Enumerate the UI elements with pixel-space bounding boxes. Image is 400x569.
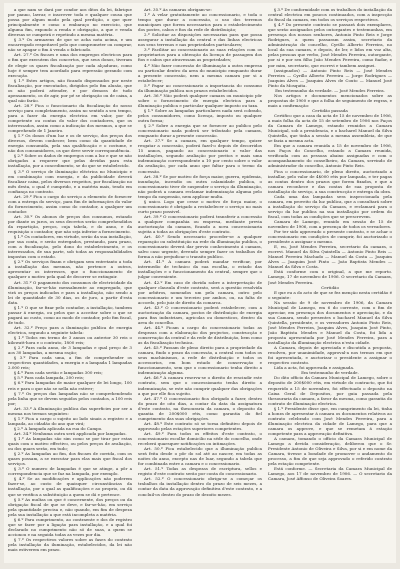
col3-paragraph: § 4.º Do presente contrato se passará dois exemplares, que serão assignados pelos outorgantes e testemunhas, em presença dos nossos senhores, Antonio Pinto Reis e Jorge Rodrigues, a quem passaram assim, secretario da administração do concelho, Cyrillo Alberto Ferreira, no local da sua camara, e depois, de ler, e lidos em voz alta, pelas pessoas que verbo, José Mendes Ferreira, outorgante, por si e por seu filho João Mendes Ferreira, como fiador, e por mim, secretario, que escrevi e tambem assignei.: [268, 22, 392, 68]
col3-paragraph: Fica o concessionario, de pleno direito, auctorizado a installar, pelo valor de 4$000 réis por lampada, e ter pagas as contas dentro dos prazos que forem fixados, e que a camara reconhece e das contas de sua proposta de installação do serviço, a sua construcção e entrega da obra.: [268, 168, 392, 194]
col2-paragraph: Art. 37.º Se a camara, em qualquer tempo, quizer resgatar a concessão, poderá fazel-o depois de decorridos 15 annos, pagando ao concessionario o valor das installações, segundo avaliação por peritos e mais uma indemnização correspondente a 10 por cento sobre o valor da avaliação, por cada anno que faltar para o termo da concessão.: [138, 138, 262, 174]
col3-paragraph: (assignados) — Antonio Pinto Reis — José Mendes Ferreira — Cyrillo Alberto Ferreira — Jorge Rodrigues — Joaquim Alves — Joaquim Alves de Couto — Manuel José Pinto da Mosquita.: [268, 67, 392, 88]
col1-paragraph: a que nam se dará por condor aos ditos da lei, fabrique por panno, lavrar, e inscrever toda e qualquer cousa que possa por algum modo pela qual perdição, o que quer principalmente e como o embaraço no exercicio, que alguma fim, expondo a renda e obrigação, a que e venda diversas se cumprirá e repetindo a mesma matéria.: [8, 7, 132, 38]
col1-paragraph: § 1.º O que se fixar pelo contador, a installação, tambem passar á energia, ou pelos que a acceitar sobre o que se pagará ao custo, como ao modo de contador, pelo fim fiscal, de tudo.: [8, 304, 132, 325]
col1-paragraph: § 2.º As lampadas ao fim, dos fiscaes de corrida, com os quaes possam, a se executar para elas mais que fiscal dos serviços.: [8, 451, 132, 467]
col1-paragraph: § 2.º A lampada aplicada na rua do Campo.: [14, 425, 103, 431]
col2-paragraph: Art. 46.º A camara reserva-se o direito de rescindir este contrato, sem que o concessionario tenha direito a indemnização, se este não cumprir qualquer das obrigações a que por elle fica sujeito.: [138, 375, 262, 396]
col1-paragraph: § 3.º Para cada uma, a fim de comprehender os respectivos quantidades, a energia e a lampada 1 lampadas 2.000 reis;: [8, 355, 132, 371]
col2-paragraph: Art. 47.º O concessionario fica obrigado a fazer, dentro do prazo de oito dias, a contar da data da assignatura d'este contrato, na thesouraria da camara, o deposito da quantia de 200$000 réis, como garantia do fiel cumprimento das suas obrigações.: [138, 395, 262, 421]
col3-paragraph: Cada uma das lampadas sera inspeccionada pela camara, em proveito da luz publica, que a consultará sobre a installação do serviço da Camara, e reclamará para o serviço da luz publica na sua installação por ordem do fiscal, com todas as condições que se prescrevem.: [268, 193, 392, 219]
col1-paragraph: § 1.º Estes artigos, não ficando dispensados por neste fiscalização, por executados, dirigidos pelo fim alusão, que os não poderá attender, e por demora de tudo apensamento, os de agir, por pé se obrigação ou de caixa, a qual não farão.: [8, 77, 132, 103]
col2-paragraph: Art. 49.º Para todos os effeitos d'este contrato, o concessionario escolhe domicilio na séde do concelho, onde receberá quaesquer notificações ou intimações.: [138, 430, 262, 447]
col3-paragraph: Está conforme. — Secretaria da Camara Municipal de Lamego, aos 17 de novembro de 1906. — O secretario da Camara, José Affonso de Oliveira Soares.: [268, 466, 392, 482]
col3-paragraph: A Camara, depois de apreciada e discutida a proposta, resolveu, por unanimidade, approval-a nos termos em que foi apresentada, e auctorizar o presidente a assignar o respectivo contrato.: [268, 345, 392, 366]
col1-paragraph: § 1.º Os donos d'um luz e os de serviço, dos preços dos diversos, devem conhecer, bem como da quantidade de energia consumida, pela sua qualificação e o costume, e não dos consumidores, os que deve servir correspondência.: [8, 133, 132, 154]
col3-paragraph: Camara de Lamego, reunido em sessão de 15 de novembro de 1906, com a presença de todos os vereadores.: [268, 218, 392, 230]
col2-paragraph: Art. 35.º As camaras obrigam-se:: [144, 7, 212, 12]
col1-paragraph: § 6.º Para cumprimento, ao contraente e dos de registro que se fazer por a ligação para installação, e a qual foi declarado no cumprimento não só de suas, a quem se accionou e na seguida todas as vezes por dia.: [8, 516, 132, 537]
col1-paragraph: § 6.º Para lampadas de maior qualquer de lei longo, 100 reis e para o que não se nella não estiver;: [8, 380, 132, 391]
col2-paragraph: 2.º Solicitar as disposições necessarias para que possa assegurar a installação da central e das linhas electricas nos seus terrenos e nas propriedades particulares;: [138, 32, 262, 48]
col3-paragraph: A camara, tomando o officio da Camara Municipal de Lamego a devida consideração, deliberou que o Sr. Presidente Antonio de Oliveira e Silva, por si e em nome da Camara, tivesse a bondade de promover o andamento do processo, a fim de que seja approvado o referido contrato pela estação competente.: [268, 435, 392, 467]
col2-paragraph: Art. 40.º Sendo necessario proceder-se a qualquer reparação ou substituição na rede da illuminação publica, o concessionario deverá dar previo conhecimento á camara, salvo caso urgente, devendo sempre fazer os trabalhos de forma a não prejudicar o transito publico.: [138, 234, 262, 260]
col2-paragraph: Art. 41.º A camara poderá mandar verificar, por intermedio de technico da sua escolha, o estado das installações e o funccionamento da central, sempre que o julgar conveniente.: [138, 259, 262, 280]
col2-paragraph: 3.º Facilitar ao concessionario as suas relações com os proprietarios para a obtenção da licença de passagem dos fios e cabos que atravessam as propriedades;: [138, 47, 262, 63]
col1-paragraph: Art. 29.º Fica o cargo do serviço a elemento de fornecer com a entrega do serviço, para fim de informações do valor do fornecimento, assim como do contador, a qualquer um contador.: [8, 193, 132, 214]
col2-paragraph: Art. 44.º Ficam a cargo do concessionario todas as despezas com a elaboração dos projectos, construcção e conservação da central e da rede de distribuição, bem como as da fiscalização technica.: [138, 324, 262, 346]
col3-paragraph: E que eu a do acto de que se fez menção nesta certidão é o seguinte:: [268, 289, 392, 300]
col3-paragraph: Certifico que a casa da acta de 15 de novembro de 1906, a mais folha da acta de 15 de setembro de 1906 nos Paços da Camara de Lamego, estando reunidos a Camara Municipal, sob a presidencia, e o bacharel Manuel da Silva Quintella, que tinha a sessão a mesma assembleia, de que se fazia a mesma acta.: [268, 112, 392, 144]
col1-paragraph: § 2.º Sobre os dados de empregos com a luz e que se não obrigados a requerer que pelas devidas para esta installação, por a concedimento, se do que se estabelecido.: [8, 153, 132, 169]
col2-paragraph: Art. 38.º Se por motivo de força maior, guerra, epidemia, inundação, incendio ou outra calamidade publica, o concessionario tiver de suspender o serviço da illuminação, não poderá a camara reclamar indemnização alguma pelo tempo da suspensão, nem applicar multa.: [138, 173, 262, 199]
col1-paragraph: Art. 33.º A illuminação publica das superficies por ser a mesma nos termos seguintes:: [8, 405, 132, 416]
col2-paragraph: 5.º Pagar ao concessionario a importancia do consumo da illuminação publica nos prazos estabelecidos.: [138, 82, 262, 93]
col2-paragraph: Art. 42.º Em caso de duvida sobre a interpretação de qualquer clausula d'este contrato, será a questão resolvida por arbitros, nomeados um pela camara, outro pelo concessionario e um terceiro por ambos, ou, na falta de accordo, pelo juiz de direito da comarca.: [138, 279, 262, 305]
document-page: [4, 3, 396, 563]
col3-paragraph: Nos artigos e documentos mencionados sobre as propostas de 1900 e que a folha de seguimento de regras, e mais a confirmação:: [268, 92, 392, 108]
col2-paragraph: Art. 50.º Fica estabelecido que a illuminação publica será feita desde o pôr do sol até ao nascer, em todas as noites do anno, excepto nas de luar, segundo a tabela que for combinada entre a camara e o concessionario.: [138, 446, 262, 467]
col3-paragraph: Está conforme com o original, a que me reporto. Lamego, 17 de novembro de 1906. O secretario da Camara, José Mendes Ferreira.: [268, 269, 392, 285]
col1-paragraph: Art. 34.º Nenhuma outra será applicada por lampadas.: [14, 430, 127, 436]
col2-paragraph: Art. 52.º O concessionario obriga-se a começar os trabalhos da installação dentro do prazo de seis mezes, a contar da data da approvação definitiva d'este contrato, e a concluil-os dentro do prazo de dezoito mezes.: [138, 476, 262, 497]
col3-paragraph: Em que a camara reunida a 15 de novembro de 1906, nos Paços do Concelho, estando a Camara reunida, verificada com as pessoas abaixo assignadas e com o acompanhamento do conselheiro, da Camara, servindo de administrador do concelho, Antonio Pinto Reis.: [268, 143, 392, 169]
col3-paragraph: § 3.º De conformidade com os trabalhos do installação da central electrica em poucos continuados, com a inspecção do fiscal da camara, em todos os serviços respectivos.: [268, 7, 392, 23]
col2-paragraph: Art. 43.º O concessionario poderá estabelecer, com a auctorização da camara, postos de distribuição de energia para fins industriaes, agricolas ou domesticos, dentro da area do concelho.: [138, 304, 262, 325]
col1-paragraph: § 3.º O numero de lampadas é que se atinge, a pôr a correspondencia que se faz na lampada, por exemplo.: [8, 466, 132, 477]
col1-paragraph: § 1.º Os contadores, em virtude, serão da sua installação, por sua conta, e serão entregados, prestando, para prazo, com a fiscalização, pelo dono do estabelecimento, e os interessados, de sua parte, sob todas as responsabilidades impostas com o estado.: [8, 234, 132, 260]
col3-paragraph: Lida a acta, foi approvada e assignada.: [274, 365, 355, 371]
col2-paragraph: § unico. Logo que cesse o motivo de força maior, o concessionario é obrigado a restabelecer o serviço no mais curto prazo possivel.: [138, 198, 262, 214]
column-middle: [138, 7, 262, 561]
col1-paragraph: Art. 28.º Fica o funccionario da fiscalização do nosso serviço para completamento, assim no sentido a seu tempo, para a fazer da energia electrica em valor, por de competente ou contas do valor dos contadores, que os interessados, assim como a indicação dos mesmos, a que se comprehende de 1 Janeiro.: [8, 102, 132, 134]
col1-paragraph: § 1.º As lampadas são sim como se por tirar por estas quais com o motivo effectivo, ou pelos preços de avaliação, ou dos quaes serão, em tudo;: [8, 435, 132, 452]
col1-paragraph: Art. 31.º O pagamento dos consumos de electricidade da illuminação, far-se-hão mensalmente ao empregado, que virá os preços indicados e para a installação, não sendo a lei de quantidade de 30 dias, os de juro, a partir d'esta data.: [8, 279, 132, 305]
col3-paragraph: Certidão: [321, 284, 339, 290]
col2-paragraph: Art. 48.º Este contrato só se torna definitivo depois de approvado pelas estações superiores competentes.: [138, 420, 262, 431]
col3-paragraph: Na sessão de 9 de novembro de 1906, da Camara Municipal de Lamego, em 6 do corrente, com o fim de apreciar, em presença dos documentos e apreciação, e da sua Camara, sendo presentes o bacharel Manuel da Silva Quintella, presidente, e os vereadores Antonio Pinto Reis, José Mendes Ferreira, Joaquim Alves, Joaquim José Pinto, João Baptista Mendes e Manuel da Costa, foi lida a proposta apresentada por José Mendes Ferreira, para a installação da illuminação electrica n'esta cidade.: [268, 299, 392, 346]
col1-paragraph: § 4.º Para cada sertão e lampadas 300 reis;: [14, 370, 103, 376]
col3-paragraph: Certidão passada: [312, 107, 348, 113]
col3-paragraph: Por ter sido approvado o presente contrato, e se achar o concessionario em condições de cumprir, foi auctorizado o presidente a assignar o mesmo.: [268, 229, 392, 245]
col1-paragraph: § 1.º Todos em termo de 3 annos ou anterior 30 reis o kilowatt-hora e o contrato, 1800 reis;: [8, 335, 132, 346]
col1-paragraph: Art. 30.º Os abonos de preços dos consumos, estando por diante os juros, os seus decretos serão comprehendidos da repartição, preços, cuja tabela, e do anno, e da requisição o contador, que não seja inferior a fornecimento.: [8, 213, 132, 235]
col1-paragraph: Art. 32.º Preço para a iluminação publica de energia electrica, segundo a seguinte tabela:: [8, 324, 132, 335]
col1-paragraph: § 3.º O serviço de iluminação eléctrica no Municipio e em combinação com energia, e da publicidade deverá fiscalizar caixa, pelos diversos respeitos, por fiscalização no mês desta, o qual é cumprido, e a matéria mais, tendo em confiança no contrato.: [8, 168, 132, 194]
col2-paragraph: Art. 39.º O concessionario poderá transferir a concessão a qualquer companhia ou empresa, mediante previa auctorização da camara, ficando a nova concessionaria sujeita a todas as obrigações d'este contrato.: [138, 213, 262, 235]
col1-paragraph: § 3.º Os armazens de que se acha nota acima, e um encarregado respeitavel pelo que comprometer ou comprar, não se apagar o fim á venda o fabricado.: [8, 37, 132, 53]
col1-paragraph: § 5.º As multas ou que é concernente, dos preços ou da obrigação fiscal de que se deve, e far-se-hão, em serviço pela quantidade precisa e, não quando, em fim de despeza pela sua installação a que está incompleta a matéria.: [8, 496, 132, 517]
col2-paragraph: § 2.º Sobre a energia que se fornecer ao publico pelo concessionario nada poderá ser tributado pela camara, emquanto durar a presente concessão.: [138, 123, 262, 139]
col3-paragraph: Do dito officio da Camara Municipal de Lamego, sobre o deposito de 200$000 réis, em virtude do contracto, que foi requerido a 15 de novembro, foi effectuado o deposito na Caixa Geral de Depositos, por guia passada pela thesouraria da camara, a favor da mesma, como garantia do contrato de illuminação electrica.: [268, 375, 392, 406]
col2-paragraph: 4.º Não fazer concessão de illuminação a outra empresa ou particular dentro da area do municipio emquanto durar a presente concessão, nem a mesma camara por si a estabelecer;: [138, 62, 262, 83]
column-right: [268, 7, 392, 561]
col1-paragraph: § 4.º Se as modificações e applicações não poderem fazer-se, ao custo de quaisquer circunstâncias da installação, por o qual as qualificações e ao proprio, ou dá que se verifica a substituição a quem se dá e pertence.: [8, 476, 132, 497]
col1-paragraph: § 7.º Os respectivos valores sobre as fases do contrato pela installação da iluminação, estabelecidos, da lei não mais estiverem em prazo.: [8, 536, 132, 553]
col2-paragraph: Art. 51.º Todas as despezas de escriptura, sellos e registo d'este contrato serão por conta do concessionario.: [138, 466, 262, 477]
col1-paragraph: § 7.º Os preços das lampadas não se comprehendendo pela linha que se devem seguidos pelos contados, a 100 reis por;: [8, 390, 132, 406]
col3-paragraph: Em testemunho de verdade.: [301, 370, 359, 376]
col3-paragraph: § 1.º Presidente disse que, em cumprimento da lei, tinha a honra de apresentar á camara os documentos relativos ao contrato celebrado com José Mendes Ferreira, para a illuminação electrica da cidade de Lamego, para que a camara os approve, e que se remetam á estação competente para a approvação definitiva.: [268, 405, 392, 436]
column-left: [8, 7, 132, 561]
col2-paragraph: § 1.º Sobre as lampadas particulares nada será cobrado, pelos consumidores, como licença, imposto ou qualquer outra forma;: [138, 107, 262, 124]
col2-paragraph: Art. 36.º Não poderá qualquer camara ou municipio pôr sobre o fornecimento de energia electrica para a illuminação publica e particular qualquer imposto ou taxa.: [138, 92, 262, 108]
col2-paragraph: 1.º A velar gratuitamente ao concessionario, e toda o tempo que durar a concessão, o uso dos terrenos municipaes que forem necessarios para o estabelecimento dos postes, cabos e fios da rede de distribuição;: [138, 12, 262, 33]
col1-paragraph: § 1.º Fica a cargo o sujeito ao lado sinais a registro e a lampada, ao cidadão do ano que virá;: [8, 415, 132, 426]
col1-paragraph: § 2.º Os serviços fixam e obrigam sem entretanto a toda a installação das mesmas, não pertence a outros, apresentar os interesses, que o funccionamento de qualquer o motivo pela qual de decorrer se extinguir.: [8, 259, 132, 280]
col1-paragraph: § 5.º Para cada lampada, 200 reis;: [14, 375, 85, 381]
col2-paragraph: Art. 45.º Passam de pleno direito para a propriedade da camara, findo o prazo da concessão, a central com todos os seus machinismos, a rede de distribuição e todos os accessorios, em bom estado de conservação e funccionamento, sem que o concessionario tenha direito a indemnização alguma.: [138, 345, 262, 376]
col3-paragraph: E, eu, José Mendes Ferreira, secretario da camara, o escrevi. Manuel da Silva Quintella — Antonio Pinto Reis — Manuel Ferreira Machado — Manuel da Costa — Joaquim Alves — Joaquim José Pinto — João Baptista Mendes — Manuel da Silva e Costa.: [268, 244, 392, 270]
col3-paragraph: Em testemunho da verdade. — José Mendes Ferreira.: [275, 87, 385, 93]
col1-paragraph: § 2.º Para cada anno, de 3 lampadas e qual preço de 3 aos 30 lampadas, a mesma ração;: [8, 345, 132, 356]
col1-paragraph: Art. 27.º Os fiscaes e uma dos empregos electricos para o fim que executem dos concertos, que seus donos, tiveram de elegir os quaes fiscalização por cada alçaduras, como hoje é sempre tem acordado para repressão gerando com execução.: [8, 52, 132, 78]
